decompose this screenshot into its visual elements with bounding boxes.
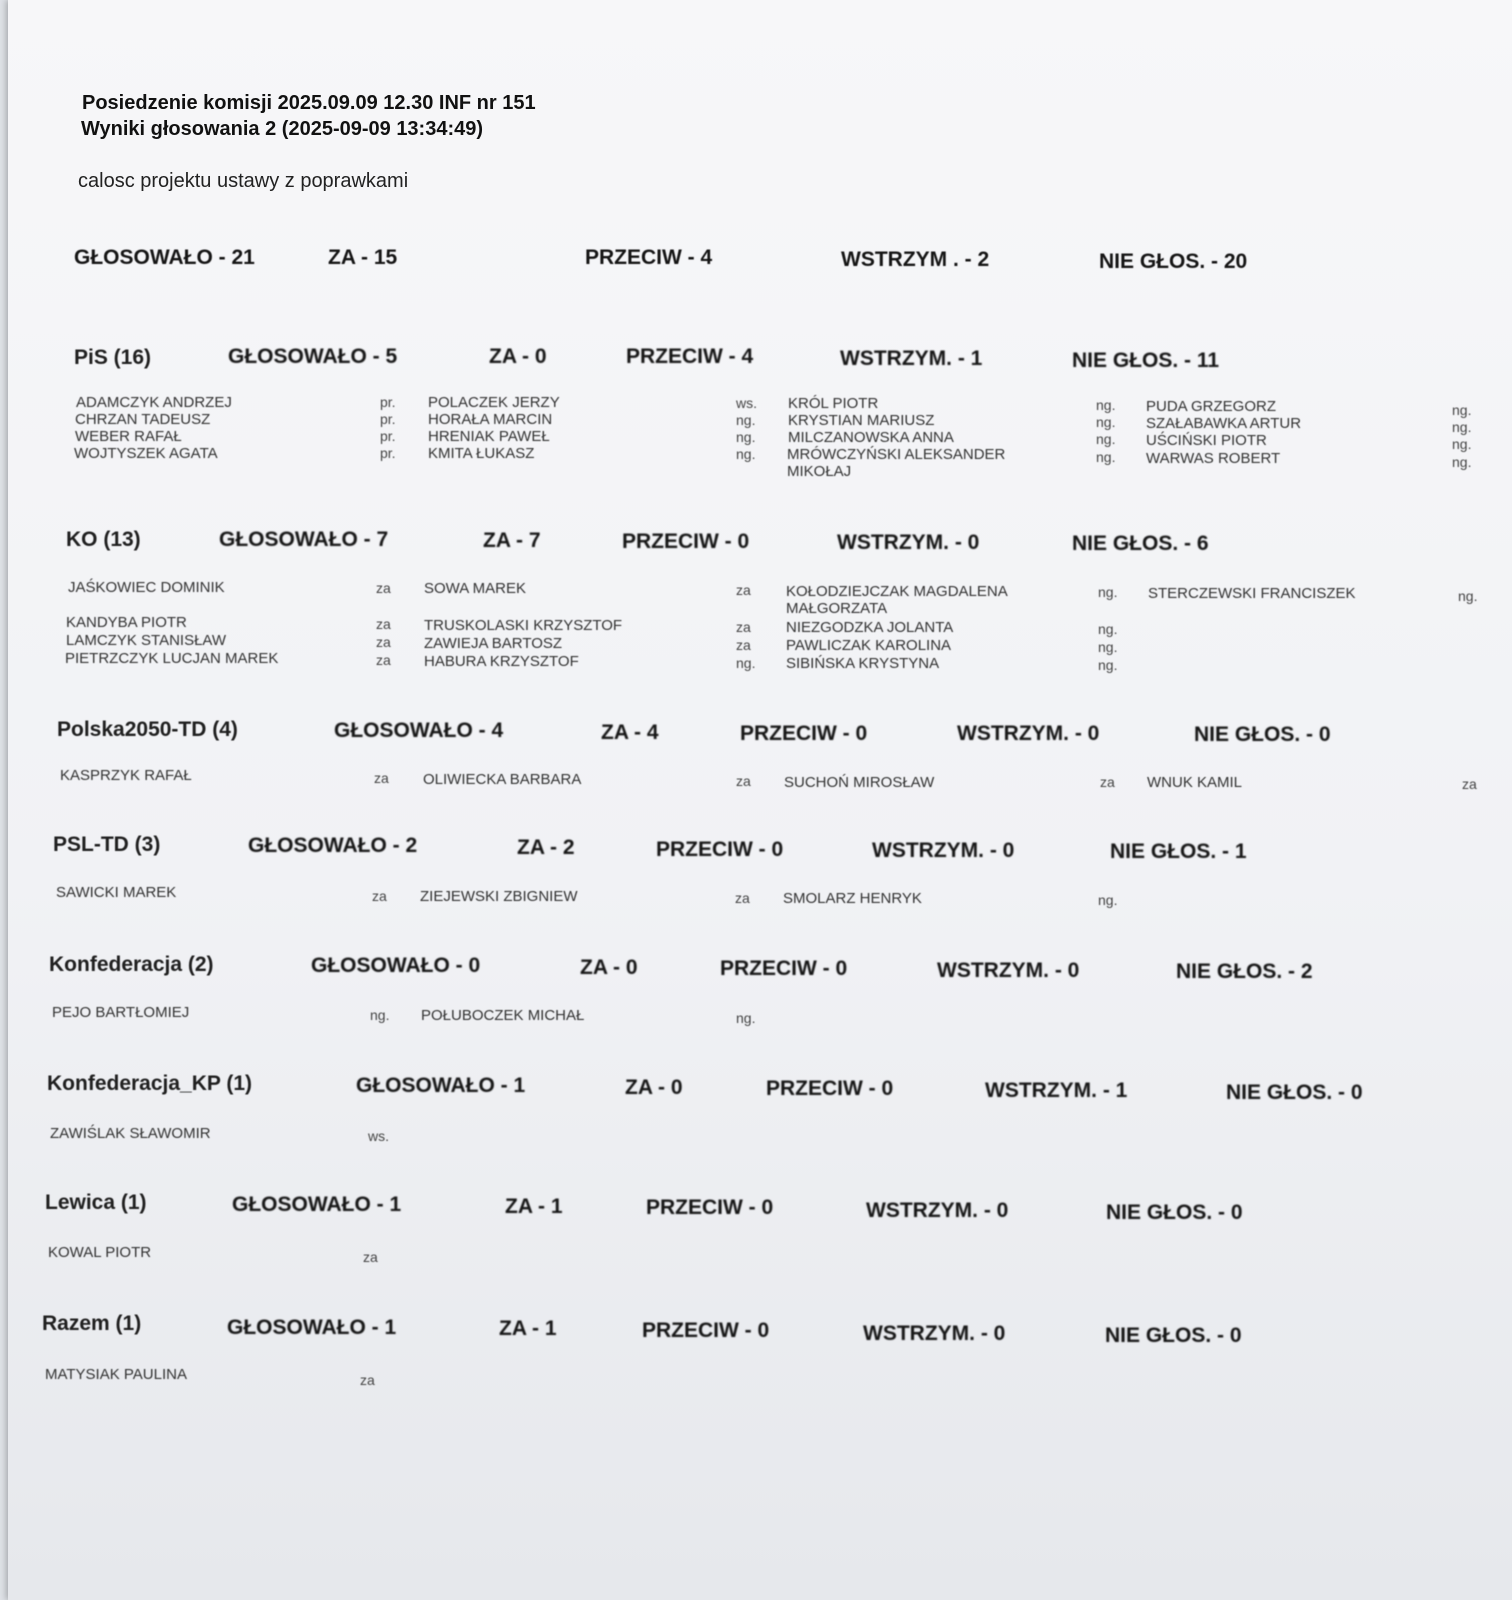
member-name: OLIWIECKA BARBARA — [423, 771, 582, 788]
member-vote: za — [1100, 774, 1115, 790]
member-name: KMITA ŁUKASZ — [428, 445, 535, 462]
member-vote: ng. — [1098, 639, 1118, 655]
member-vote: ng. — [1096, 397, 1116, 413]
party-wstrzym: WSTRZYM. - 1 — [985, 1079, 1128, 1102]
member-name: ZIEJEWSKI ZBIGNIEW — [420, 888, 578, 905]
member-name: ZAWIEJA BARTOSZ — [424, 635, 563, 652]
total-przeciw: PRZECIW - 4 — [585, 246, 713, 269]
party-glosowalo: GŁOSOWAŁO - 1 — [227, 1316, 397, 1339]
party-nieglos: NIE GŁOS. - 6 — [1072, 532, 1209, 555]
member-name: POLACZEK JERZY — [428, 394, 560, 411]
party-nieglos: NIE GŁOS. - 0 — [1105, 1324, 1242, 1347]
party-za: ZA - 1 — [505, 1195, 563, 1218]
party-za: ZA - 2 — [517, 836, 575, 859]
member-vote: pr. — [380, 445, 396, 461]
meeting-title: Posiedzenie komisji 2025.09.09 12.30 INF nr 151 — [82, 92, 536, 114]
party-wstrzym: WSTRZYM. - 0 — [872, 839, 1015, 862]
member-name: CHRZAN TADEUSZ — [75, 411, 211, 428]
member-name: ADAMCZYK ANDRZEJ — [76, 394, 232, 411]
member-name: PUDA GRZEGORZ — [1146, 398, 1277, 415]
party-przeciw: PRZECIW - 0 — [656, 838, 784, 861]
party-za: ZA - 7 — [483, 529, 541, 552]
party-przeciw: PRZECIW - 0 — [720, 957, 848, 980]
party-name: Razem (1) — [42, 1312, 142, 1335]
member-name: SAWICKI MAREK — [56, 884, 177, 901]
party-za: ZA - 0 — [625, 1076, 683, 1099]
member-vote: ng. — [1098, 621, 1118, 637]
member-vote: za — [736, 637, 751, 653]
party-wstrzym: WSTRZYM. - 0 — [957, 722, 1100, 745]
member-vote: ng. — [1098, 657, 1118, 673]
member-vote: ng. — [1452, 419, 1472, 435]
party-nieglos: NIE GŁOS. - 1 — [1110, 840, 1247, 863]
member-name: TRUSKOLASKI KRZYSZTOF — [424, 617, 623, 634]
member-name: MATYSIAK PAULINA — [45, 1366, 187, 1383]
member-name: SOWA MAREK — [424, 580, 526, 597]
member-vote: za — [376, 580, 391, 596]
party-przeciw: PRZECIW - 0 — [622, 530, 750, 553]
party-name: Konfederacja (2) — [49, 953, 214, 976]
member-name: ZAWIŚLAK SŁAWOMIR — [50, 1125, 211, 1142]
party-glosowalo: GŁOSOWAŁO - 1 — [232, 1193, 402, 1216]
member-vote: ng. — [736, 446, 756, 462]
party-przeciw: PRZECIW - 0 — [642, 1319, 770, 1342]
total-glosowalo: GŁOSOWAŁO - 21 — [74, 246, 255, 269]
member-name: HABURA KRZYSZTOF — [424, 653, 579, 670]
member-vote: za — [735, 890, 750, 906]
member-vote: za — [376, 634, 391, 650]
party-za: ZA - 1 — [499, 1317, 557, 1340]
member-vote: za — [363, 1249, 378, 1265]
member-name: MILCZANOWSKA ANNA — [788, 429, 954, 446]
party-wstrzym: WSTRZYM. - 0 — [837, 531, 980, 554]
member-vote: ng. — [736, 655, 756, 671]
party-przeciw: PRZECIW - 0 — [740, 722, 868, 745]
member-vote: ng. — [1452, 454, 1472, 470]
party-za: ZA - 0 — [489, 345, 547, 368]
member-vote: pr. — [380, 394, 396, 410]
party-glosowalo: GŁOSOWAŁO - 1 — [356, 1074, 526, 1097]
member-vote: ng. — [736, 429, 756, 445]
member-name: NIEZGODZKA JOLANTA — [786, 619, 954, 636]
party-przeciw: PRZECIW - 0 — [766, 1077, 894, 1100]
member-vote: za — [360, 1372, 375, 1388]
party-nieglos: NIE GŁOS. - 0 — [1226, 1081, 1363, 1104]
member-name: POŁUBOCZEK MICHAŁ — [421, 1007, 585, 1024]
total-nieglos: NIE GŁOS. - 20 — [1099, 250, 1248, 273]
member-name: HRENIAK PAWEŁ — [428, 428, 550, 445]
member-name: STERCZEWSKI FRANCISZEK — [1148, 585, 1356, 602]
member-vote: pr. — [380, 411, 396, 427]
member-name: PAWLICZAK KAROLINA — [786, 637, 952, 654]
party-za: ZA - 0 — [580, 956, 638, 979]
party-glosowalo: GŁOSOWAŁO - 5 — [228, 345, 398, 368]
member-vote: ng. — [1458, 588, 1478, 604]
party-za: ZA - 4 — [601, 721, 659, 744]
party-nieglos: NIE GŁOS. - 0 — [1194, 723, 1331, 746]
member-vote: za — [736, 582, 751, 598]
vote-subject: calosc projektu ustawy z poprawkami — [78, 170, 409, 192]
member-vote: ng. — [736, 1010, 756, 1026]
member-name: WARWAS ROBERT — [1146, 450, 1281, 467]
party-name: Polska2050-TD (4) — [57, 718, 238, 741]
member-name: UŚCIŃSKI PIOTR — [1146, 432, 1267, 449]
document-page — [8, 0, 1512, 1600]
party-nieglos: NIE GŁOS. - 2 — [1176, 960, 1313, 983]
member-name: SUCHOŃ MIROSŁAW — [784, 774, 935, 791]
member-name: SIBIŃSKA KRYSTYNA — [786, 655, 940, 672]
member-name: WNUK KAMIL — [1147, 774, 1243, 791]
party-wstrzym: WSTRZYM. - 0 — [937, 959, 1080, 982]
member-name: HORAŁA MARCIN — [428, 411, 553, 428]
party-nieglos: NIE GŁOS. - 0 — [1106, 1201, 1243, 1224]
member-name: KOWAL PIOTR — [48, 1244, 152, 1261]
total-za: ZA - 15 — [328, 246, 398, 269]
member-name: KANDYBA PIOTR — [66, 614, 187, 631]
member-name: KOŁODZIEJCZAK MAGDALENA MAŁGORZATA — [786, 583, 1007, 617]
total-wstrzym: WSTRZYM . - 2 — [841, 248, 990, 271]
member-name: WEBER RAFAŁ — [75, 428, 182, 445]
member-vote: ng. — [1098, 584, 1118, 600]
party-glosowalo: GŁOSOWAŁO - 7 — [219, 528, 389, 551]
party-przeciw: PRZECIW - 0 — [646, 1196, 774, 1219]
party-glosowalo: GŁOSOWAŁO - 2 — [248, 834, 418, 857]
member-name: PEJO BARTŁOMIEJ — [52, 1004, 190, 1021]
member-vote: ng. — [370, 1007, 390, 1023]
party-wstrzym: WSTRZYM. - 0 — [866, 1199, 1009, 1222]
member-vote: za — [376, 616, 391, 632]
vote-results-title: Wyniki głosowania 2 (2025-09-09 13:34:49) — [81, 118, 484, 140]
member-vote: za — [736, 773, 751, 789]
member-vote: za — [374, 770, 389, 786]
member-vote: ng. — [1096, 414, 1116, 430]
member-name: SZAŁABAWKA ARTUR — [1146, 415, 1302, 432]
party-name: PSL-TD (3) — [53, 833, 161, 856]
member-name: MRÓWCZYŃSKI ALEKSANDER MIKOŁAJ — [787, 446, 1006, 480]
party-wstrzym: WSTRZYM. - 1 — [840, 347, 983, 370]
member-vote: za — [736, 619, 751, 635]
member-vote: za — [376, 652, 391, 668]
party-wstrzym: WSTRZYM. - 0 — [863, 1322, 1006, 1345]
party-name: KO (13) — [66, 528, 141, 551]
member-name: KRYSTIAN MARIUSZ — [788, 412, 935, 429]
party-przeciw: PRZECIW - 4 — [626, 345, 754, 368]
member-vote: ng. — [1452, 402, 1472, 418]
party-name: Lewica (1) — [45, 1191, 147, 1214]
member-vote: ws. — [368, 1128, 389, 1144]
member-name: JAŚKOWIEC DOMINIK — [68, 579, 225, 596]
member-name: PIETRZCZYK LUCJAN MAREK — [65, 650, 279, 667]
member-vote: ng. — [1098, 892, 1118, 908]
member-name: WOJTYSZEK AGATA — [74, 445, 218, 462]
member-name: KASPRZYK RAFAŁ — [60, 767, 192, 784]
party-name: Konfederacja_KP (1) — [47, 1072, 253, 1095]
member-name: KRÓL PIOTR — [788, 395, 879, 412]
member-vote: ng. — [1452, 436, 1472, 452]
party-glosowalo: GŁOSOWAŁO - 0 — [311, 954, 481, 977]
member-vote: ng. — [736, 412, 756, 428]
member-vote: ng. — [1096, 431, 1116, 447]
member-vote: pr. — [380, 428, 396, 444]
party-glosowalo: GŁOSOWAŁO - 4 — [334, 719, 504, 742]
member-name: SMOLARZ HENRYK — [783, 890, 922, 907]
party-nieglos: NIE GŁOS. - 11 — [1072, 349, 1220, 372]
member-vote: za — [372, 888, 387, 904]
member-vote: ng. — [1096, 449, 1116, 465]
member-vote: ws. — [736, 395, 757, 411]
member-name: LAMCZYK STANISŁAW — [66, 632, 227, 649]
member-vote: za — [1462, 776, 1477, 792]
party-name: PiS (16) — [74, 346, 152, 369]
